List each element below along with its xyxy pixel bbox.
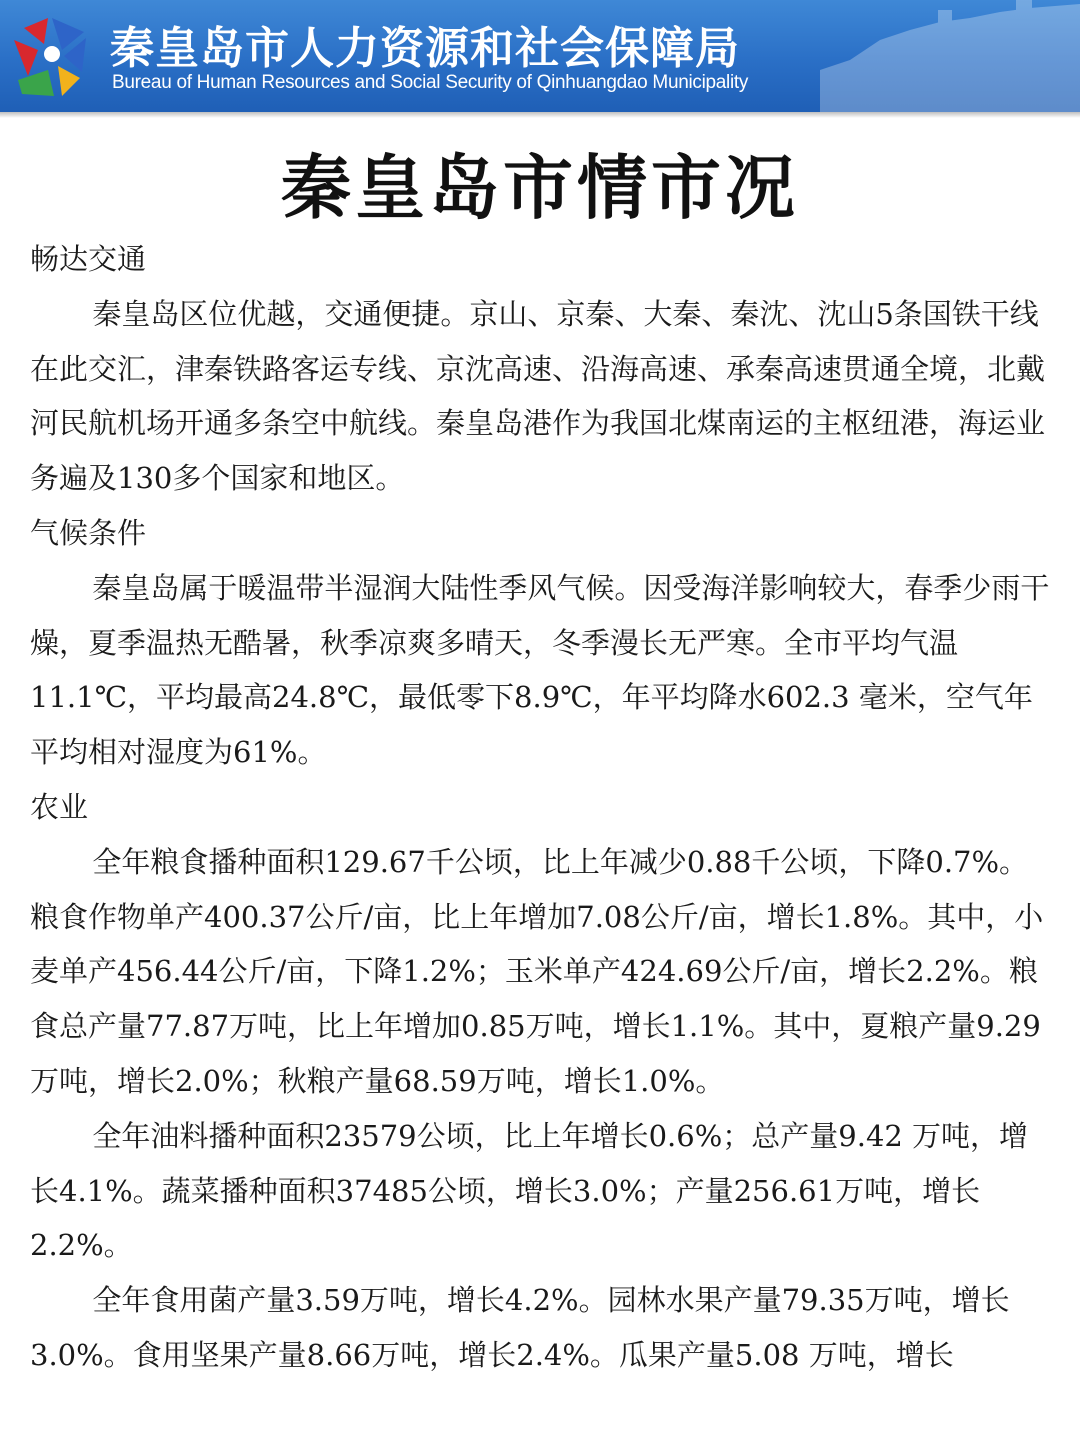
paragraph-agriculture-grain: 全年粮食播种面积129.67千公顷，比上年减少0.88千公顷，下降0.7%。粮食作物单产400.37公斤/亩，比上年增加7.08公斤/亩，增长1.8%。其中，小麦单产456.44公斤/亩，下降1.2%；玉米单产424.69公斤/亩，增长2.2%。粮食总产量77.87万吨，比上年增加0.85万吨，增长1.1%。其中，夏粮产量9.29万吨，增长2.0%；秋粮产量68.59万吨，增长1.0%。 — [30, 844, 1044, 1098]
page-title: 秦皇岛市情市况 — [281, 147, 799, 229]
banner-shadow — [0, 112, 1080, 118]
paragraph-climate: 秦皇岛属于暖温带半湿润大陆性季风气候。因受海洋影响较大，春季少雨干燥，夏季温热无酷暑，秋季凉爽多晴天，冬季漫长无严寒。全市平均气温11.1℃，平均最高24.8℃，最低零下8.9℃，年平均降水602.3 毫米，空气年平均相对湿度为61%。 — [30, 570, 1050, 770]
great-wall-decoration — [820, 0, 1080, 112]
article-body — [30, 232, 1055, 1383]
paragraph-transport: 秦皇岛区位优越，交通便捷。京山、京秦、大秦、秦沈、沈山5条国铁干线在此交汇，津秦铁路客运专线、京沈高速、沿海高速、承秦高速贯通全境，北戴河民航机场开通多条空中航线。秦皇岛港作为我国北煤南运的主枢纽港，海运业务遍及130多个国家和地区。 — [30, 296, 1046, 496]
org-name-english: Bureau of Human Resources and Social Security of Qinhuangdao Municipality — [112, 72, 749, 93]
paragraph-agriculture-oil-vegetables: 全年油料播种面积23579公顷，比上年增长0.6%；总产量9.42 万吨，增长4.1%。蔬菜播种面积37485公顷，增长3.0%；产量256.61万吨，增长2.2%。 — [30, 1118, 1029, 1263]
header-banner — [0, 0, 1080, 112]
paragraph-agriculture-fungi-fruit: 全年食用菌产量3.59万吨，增长4.2%。园林水果产量79.35万吨，增长3.0%。食用坚果产量8.66万吨，增长2.4%。瓜果产量5.08 万吨，增长 — [30, 1283, 1010, 1372]
bureau-logo-icon — [4, 10, 94, 100]
section-heading-agriculture: 农业 — [30, 789, 89, 824]
section-heading-transport: 畅达交通 — [30, 242, 147, 276]
section-heading-climate: 气候条件 — [30, 515, 147, 550]
org-name-chinese: 秦皇岛市人力资源和社会保障局 — [110, 23, 740, 74]
